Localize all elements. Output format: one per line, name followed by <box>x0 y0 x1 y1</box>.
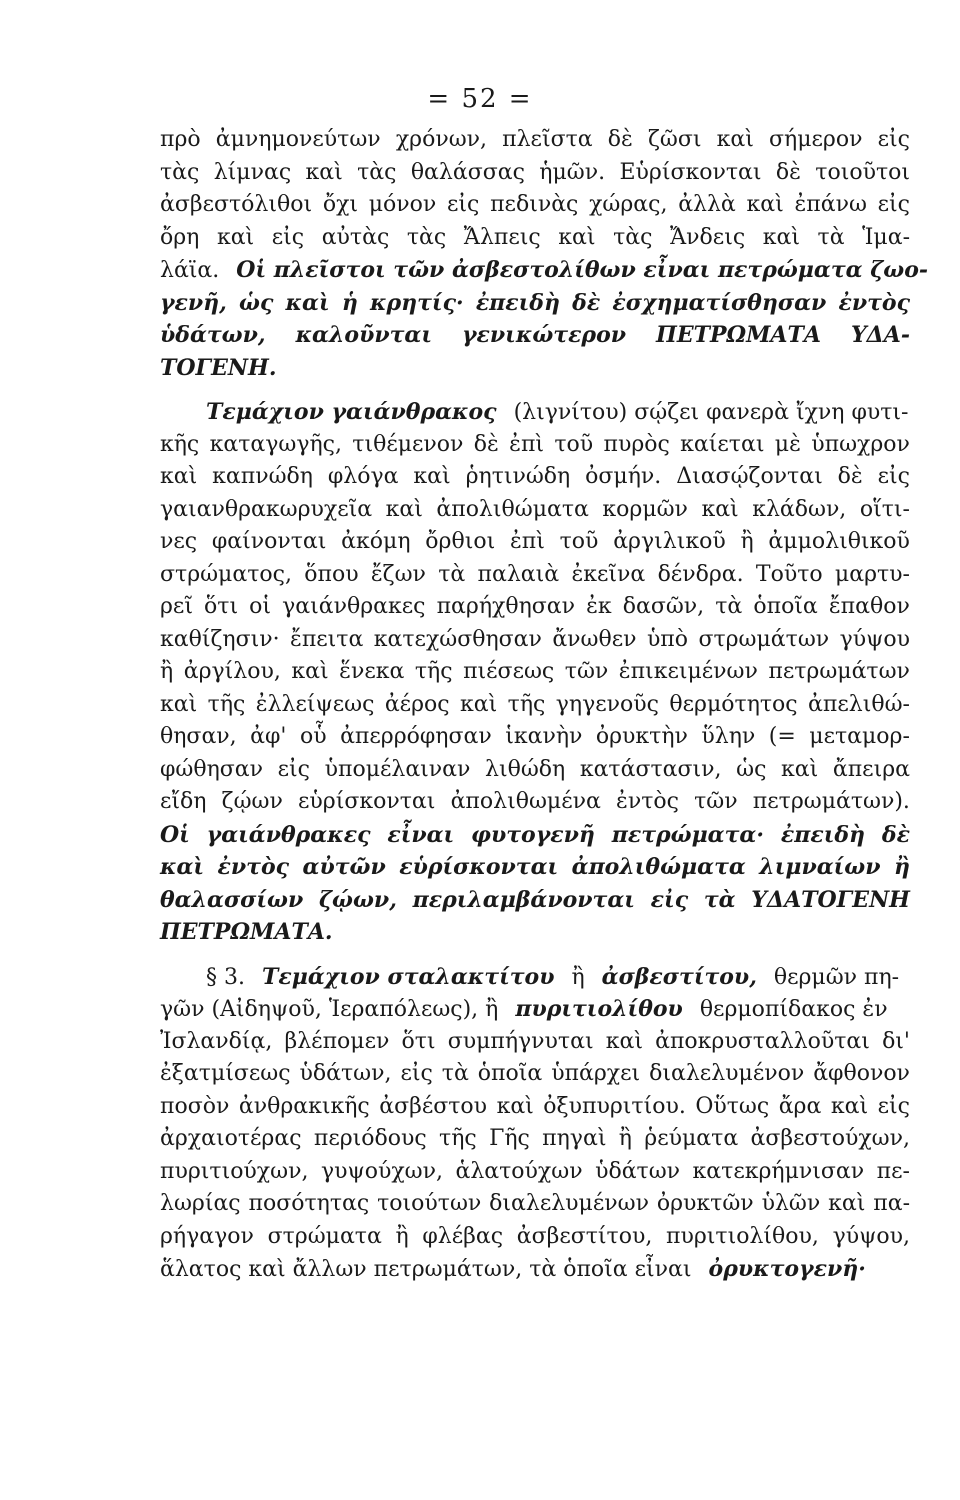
word: τὰς <box>406 224 447 250</box>
word: τοιοῦτοι <box>815 159 910 185</box>
word: καὶ <box>496 1093 534 1119</box>
word: παλαιὰ <box>477 561 560 587</box>
word: ῥητινώδη <box>465 464 571 489</box>
word: τὰ <box>817 224 845 250</box>
text-line <box>160 254 929 287</box>
word: τῆς <box>507 691 546 717</box>
word: ἀργίλου, <box>183 659 281 684</box>
word: τῶν <box>694 789 738 814</box>
text-line <box>160 993 910 1026</box>
word: Οὕτως <box>695 1093 770 1119</box>
word: ὡς <box>239 289 274 316</box>
text-line <box>160 222 910 255</box>
text-line <box>160 1123 910 1156</box>
text-line <box>160 526 910 559</box>
word: κλάδων, <box>752 496 847 522</box>
word: στρωμάτων <box>698 626 830 652</box>
word: φλόγα <box>327 464 399 489</box>
word: κατεχώσθησαν <box>373 626 542 652</box>
text-line <box>160 189 910 222</box>
text-line <box>160 1221 910 1254</box>
word: καὶ <box>558 224 596 250</box>
word: ἄνωθεν <box>552 626 637 652</box>
word: ἀκόμη <box>341 529 411 554</box>
word: διαλελυμένων <box>489 1191 649 1216</box>
word: τοῦ <box>554 431 594 457</box>
word: λίμνας <box>213 159 292 185</box>
word: ἱκανὴν <box>505 724 583 749</box>
word: οὗ <box>299 724 327 749</box>
word: ἡμῶν. <box>539 159 606 185</box>
word: δὲ <box>572 289 601 316</box>
word: ἁλατούχων <box>455 1158 583 1184</box>
word: πεδινὰς <box>490 192 579 217</box>
text-line <box>160 656 910 689</box>
word: πα- <box>873 1191 910 1216</box>
word: ἢ <box>160 659 174 684</box>
word: ἀπολιθώματα <box>436 496 589 522</box>
word: ἐπάνω <box>794 192 867 217</box>
text-fragment: ἢ <box>571 964 585 990</box>
word: ποσὸν <box>160 1093 230 1119</box>
word: Εὑρίσκονται <box>619 159 762 185</box>
word: ἐπειδὴ <box>475 289 560 316</box>
word: γενῆ, <box>160 289 227 316</box>
section-number: § 3. <box>206 964 245 990</box>
word: κορμῶν <box>602 496 688 522</box>
word: αὐτῶν <box>302 854 386 880</box>
word: αὐτὰς <box>321 224 390 250</box>
word: ἐπὶ <box>509 431 545 457</box>
word: δὲ <box>775 159 801 185</box>
word: ὀξυπυριτίου. <box>543 1093 686 1119</box>
word: ἐκ <box>586 594 612 619</box>
word: εἰς <box>877 464 910 489</box>
word: ῥεύματα <box>644 1126 739 1151</box>
word: οἱ <box>249 594 272 619</box>
word: νες <box>160 529 198 554</box>
word: γαιάνθρακες <box>282 594 426 619</box>
word: ἐπικειμένων <box>618 659 758 684</box>
word: τῆς <box>414 659 453 684</box>
word: ἀμμολιθικοῦ <box>768 529 910 554</box>
page-number: = 52 = <box>427 84 533 114</box>
word: ζῴων <box>221 789 283 814</box>
word: ἐπὶ <box>509 529 545 554</box>
word: ὀρυκτὴν <box>595 724 688 749</box>
word: ἀποκρυσταλλοῦται <box>655 1028 870 1054</box>
word: ἔζων <box>370 561 426 587</box>
text-line <box>160 1026 910 1059</box>
word: ἀργιλικοῦ <box>613 529 726 554</box>
word: ἐντὸς <box>838 289 910 316</box>
word: διαλελυμένον <box>649 1061 805 1086</box>
word: ἀμνημονεύτων <box>215 127 381 152</box>
word: ὄρη <box>160 224 200 250</box>
word: ἀρχαιοτέρας <box>160 1126 302 1151</box>
word: τὰ <box>703 886 736 913</box>
word: ΠΕΤΡΩΜΑΤΑ <box>656 322 821 348</box>
word: συμπήγνυται <box>447 1028 594 1054</box>
word: ὄχι <box>322 192 359 217</box>
word: τὰς <box>357 159 397 185</box>
word: ὑδάτων <box>595 1158 681 1184</box>
word: κρητίς· <box>370 289 464 316</box>
word: γαιάνθρακες <box>206 821 371 848</box>
word: ὑπομέλαιναν <box>324 756 471 782</box>
word: οἵτι- <box>859 496 910 522</box>
word: ἐντὸς <box>217 854 290 880</box>
word: κῆς <box>160 431 200 457</box>
word: μὲ <box>774 431 801 457</box>
word: τὰς <box>160 159 200 185</box>
word: θαλάσσας <box>410 159 525 185</box>
word: ἀέρος <box>384 691 450 717</box>
word: καὶ <box>305 159 343 185</box>
word: καλοῦνται <box>295 322 432 348</box>
word: ὕλην <box>701 724 756 749</box>
text-fragment: λάϊα. <box>160 258 220 283</box>
word: ζῴων, <box>319 886 397 913</box>
text-line <box>160 1156 910 1189</box>
word: γύψου <box>839 626 910 652</box>
word: τὰ <box>438 561 466 587</box>
word: δὲ <box>837 464 863 489</box>
word: καθίζησιν· <box>160 626 280 652</box>
word: τὰ <box>715 594 743 619</box>
word: εἰς <box>877 1093 910 1119</box>
text-line <box>160 624 910 657</box>
word: πετρώματα· <box>611 821 764 848</box>
word: ἐπειδὴ <box>780 821 866 848</box>
word: ἐξατμίσεως <box>160 1061 291 1086</box>
word: ἀσβεστούχων, <box>750 1126 910 1151</box>
word: ἀπολιθωμένα <box>450 789 601 814</box>
word: καὶ <box>828 1191 866 1216</box>
word: μεταμορ- <box>809 724 910 749</box>
bold-term: Τεμάχιον γαιάνθρακος <box>206 399 497 425</box>
word: Ἱμα- <box>862 224 910 250</box>
word: ἔπειτα <box>290 626 364 652</box>
word: πλεῖστα <box>502 127 593 152</box>
word: γενικώτερον <box>462 322 627 348</box>
text-line <box>160 721 910 754</box>
text-line <box>160 1058 910 1091</box>
word: γηγενοῦς <box>555 691 659 717</box>
word: τοιούτων <box>377 1191 482 1216</box>
bold-line <box>160 851 910 884</box>
word: τὰ <box>441 1061 469 1086</box>
word: ὑπάρχει <box>551 1061 641 1086</box>
word: εὑρίσκονται <box>298 789 436 814</box>
word: κατεκρήμνισαν <box>692 1158 865 1184</box>
word: ὑδάτων, <box>299 1061 392 1086</box>
text-line <box>160 1091 910 1124</box>
word: φυτογενῆ <box>471 821 595 848</box>
bold-term: Τεμάχιον σταλακτίτου <box>261 963 555 990</box>
text-line <box>160 559 910 592</box>
word: καὶ <box>216 224 255 250</box>
bold-statement: Οἱ πλεῖστοι τῶν ἀσβεστολίθων εἶναι πετρώματα ζωο- <box>236 257 929 283</box>
word: καπνώδη <box>212 464 313 489</box>
word: καὶ <box>746 192 784 217</box>
text-line <box>160 786 910 819</box>
word: δένδρα. <box>657 561 744 587</box>
word: πρὸ <box>160 127 201 152</box>
word: ἢ <box>740 529 754 554</box>
word: κατάστασιν, <box>579 756 722 782</box>
word: γαιανθρακωρυχεῖα <box>160 496 373 522</box>
word: χρόνων, <box>395 127 488 152</box>
word: Οἱ <box>160 821 190 848</box>
word: δὲ <box>881 821 910 848</box>
word: ρεῖ <box>160 594 193 619</box>
text-line <box>160 429 910 462</box>
word: ΥΔΑ- <box>850 322 910 348</box>
word: εἰς <box>877 127 910 152</box>
word: ἐλλείψεως <box>255 691 375 717</box>
word: χώρας, <box>589 192 668 217</box>
word: εἴδη <box>160 789 207 814</box>
word: Ἄλπεις <box>463 224 541 250</box>
bold-term: ὀρυκτογενῆ· <box>708 1256 866 1282</box>
word: τὰς <box>613 224 653 250</box>
word: εἰς <box>447 192 480 217</box>
word: καὶ <box>160 854 205 880</box>
word: πυριτιολίθου, <box>666 1223 819 1249</box>
word: ὑπὸ <box>646 626 689 652</box>
word: καταγωγῆς, <box>209 431 342 457</box>
word: ἐντὸς <box>616 789 679 814</box>
word: παρήχθησαν <box>436 594 576 619</box>
word: περιλαμβάνονται <box>412 886 635 913</box>
word: ἀσβεστίτου, <box>516 1223 653 1249</box>
word: ἀπολιθώματα <box>571 854 746 880</box>
word: ὀρυκτῶν <box>656 1191 754 1216</box>
bold-term: πυριτιολίθου <box>515 996 683 1022</box>
word: ἢ <box>618 1126 632 1151</box>
word: θαλασσίων <box>160 886 304 913</box>
word: ὁποῖα <box>477 1061 543 1086</box>
word: εἰς <box>400 1061 433 1086</box>
word: εἶναι <box>387 821 455 848</box>
word: ἀπερρόφησαν <box>340 724 492 749</box>
word: ὑπωχρον <box>811 431 910 457</box>
text-line <box>160 689 910 722</box>
word: εὑρίσκονται <box>399 854 559 880</box>
word: πε- <box>876 1158 910 1184</box>
text-line <box>160 124 910 157</box>
word: τῆς <box>439 1126 477 1151</box>
word: ἢ <box>893 854 910 880</box>
word: ἄρα <box>778 1093 822 1119</box>
word: δὲ <box>607 127 633 152</box>
word: ὅτι <box>204 594 239 619</box>
word: ἀφ' <box>250 724 287 749</box>
text-fragment: θερμοπίδακος ἐν <box>699 997 888 1022</box>
word: ὅπου <box>304 561 359 587</box>
word: τιθέμενον <box>352 431 464 457</box>
word: καὶ <box>413 464 451 489</box>
word: τῆς <box>207 691 246 717</box>
text-line <box>160 157 910 190</box>
word: ὀσμήν. <box>585 464 662 489</box>
word: εἰς <box>877 192 910 217</box>
word: στρώματα <box>267 1223 382 1249</box>
text-fragment: ἅλατος καὶ ἄλλων πετρωμάτων, τὰ ὁποῖα εἶναι <box>160 1257 692 1282</box>
word: ἀπελιθώ- <box>808 691 910 717</box>
word: γύψου, <box>832 1223 910 1249</box>
text-line <box>160 1188 910 1221</box>
word: ΥΔΑΤΟΓΕΝΗ <box>751 886 910 913</box>
word: καίεται <box>680 431 765 457</box>
word: φλέβας <box>422 1223 504 1249</box>
word: ρήγαγον <box>160 1223 254 1249</box>
word: καὶ <box>460 691 498 717</box>
word: πηγαὶ <box>542 1126 607 1151</box>
word: πετρωμάτων). <box>752 789 910 814</box>
word: βλέπομεν <box>284 1028 390 1054</box>
word: ὁποῖα <box>753 594 818 619</box>
word: ἐκεῖνα <box>571 561 646 587</box>
bold-term: ἀσβεστίτου, <box>601 963 757 990</box>
word: ὡς <box>736 756 767 782</box>
word: ἢ <box>395 1223 409 1249</box>
word: καὶ <box>605 1028 643 1054</box>
word: καὶ <box>781 756 819 782</box>
word: Γῆς <box>489 1126 530 1151</box>
bold-line <box>160 287 910 320</box>
word: ἀλλὰ <box>678 192 736 217</box>
word: Τοῦτο <box>755 561 823 587</box>
word: δὲ <box>473 431 499 457</box>
word: λωρίας <box>160 1191 241 1216</box>
word: καὶ <box>385 496 423 522</box>
word: καὶ <box>160 691 198 717</box>
word: ὄρθιοι <box>425 529 496 554</box>
word: εἰς <box>650 886 689 913</box>
text-line <box>160 396 910 429</box>
word: γυψούχων, <box>320 1158 443 1184</box>
word: ἔπαθον <box>828 594 910 619</box>
word: (= <box>768 724 796 749</box>
word: ζῶσι <box>647 127 702 152</box>
word: ἀνθρακικῆς <box>238 1093 370 1119</box>
bold-line <box>160 319 910 352</box>
word: καὶ <box>160 464 198 489</box>
word: τῶν <box>564 659 609 684</box>
word: ὅτι <box>401 1028 436 1054</box>
text-line <box>160 591 910 624</box>
word: καὶ <box>830 1093 869 1119</box>
word: καὶ <box>716 127 754 152</box>
word: στρώματος, <box>160 561 292 587</box>
bold-line: ΤΟΓΕΝΗ. <box>160 354 277 381</box>
word: φώθησαν <box>160 756 264 782</box>
body-text <box>160 124 929 1286</box>
word: περιόδους <box>313 1126 427 1151</box>
text-line <box>160 461 910 494</box>
text-fragment: θερμῶν πη- <box>773 964 900 990</box>
text-fragment: γῶν (Αἰδηψοῦ, Ἱεραπόλεως), ἢ <box>160 997 499 1022</box>
word: Ἄνδεις <box>670 224 746 250</box>
word: καὶ <box>291 659 329 684</box>
word: καὶ <box>285 289 330 316</box>
word: ἀσβεστόλιθοι <box>160 192 313 217</box>
word: ἀσβέστου <box>379 1093 488 1119</box>
word: σήμερον <box>769 127 863 152</box>
word: λιμναίων <box>759 854 881 880</box>
word: καὶ <box>701 496 739 522</box>
word: πετρωμάτων <box>768 659 910 684</box>
word: δασῶν, <box>622 594 705 619</box>
word: ἕνεκα <box>339 659 405 684</box>
word: ἄπειρα <box>832 756 910 782</box>
word: δι' <box>882 1028 910 1054</box>
word: καὶ <box>762 224 800 250</box>
word: ὑδάτων, <box>160 322 266 348</box>
word: εἰς <box>271 224 305 250</box>
word: ποσότητας <box>248 1191 370 1216</box>
word: πιέσεως <box>463 659 555 684</box>
word: ὑλῶν <box>761 1191 821 1216</box>
text-line <box>160 494 910 527</box>
word: μόνον <box>368 192 437 217</box>
word: ἡ <box>341 289 358 316</box>
text-line <box>160 754 910 787</box>
word: μαρτυ- <box>834 561 910 587</box>
word: ἐσχηματίσθησαν <box>612 289 827 316</box>
word: εἰς <box>277 756 310 782</box>
bold-line <box>160 884 910 917</box>
word: θερμότητος <box>669 691 798 717</box>
word: πυρὸς <box>603 431 670 457</box>
word: φαίνονται <box>211 529 327 554</box>
word: πυριτιούχων, <box>160 1158 309 1184</box>
word: τοῦ <box>559 529 599 554</box>
word: Ἰσλανδίᾳ, <box>160 1028 273 1054</box>
text-line <box>160 1253 910 1286</box>
bold-line <box>160 819 910 852</box>
word: ἄφθονον <box>813 1061 910 1086</box>
word: λιθώδη <box>485 756 566 782</box>
bold-line: ΠΕΤΡΩΜΑΤΑ. <box>160 919 333 945</box>
word: Διασῴζονται <box>676 464 823 489</box>
text-line <box>160 961 910 994</box>
text-fragment: (λιγνίτου) σῴζει φανερὰ ἴχνη φυτι- <box>513 400 909 425</box>
word: θησαν, <box>160 724 237 749</box>
